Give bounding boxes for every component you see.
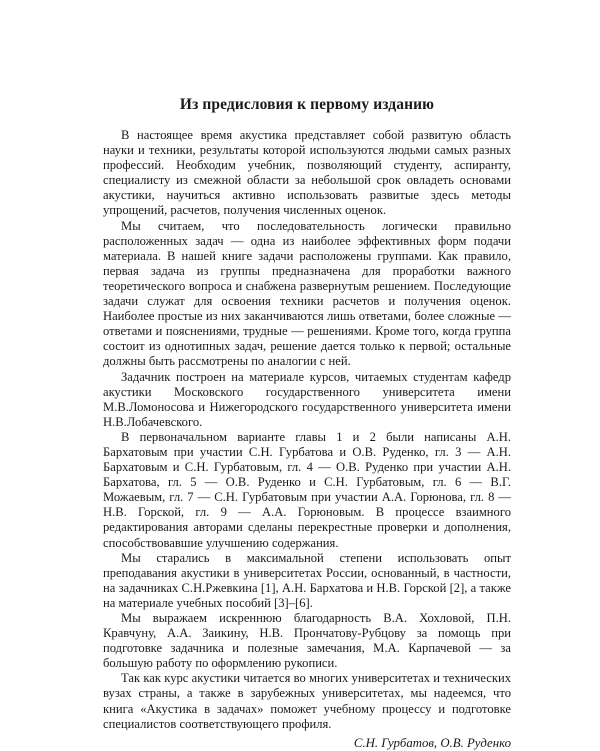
author-signature: С.Н. Гурбатов, О.В. Руденко <box>353 735 511 750</box>
paragraph-experience: Мы старались в максимальной степени использовать опыт преподавания акустики в университетах России, основанный, в частности, на задачниках С.Н.Ржевкина [1], А.Н. Бархатова и Н.В. Горской [2], а также на материале учебных пособий [3]–[6]. <box>103 550 511 610</box>
paragraph-courses: Задачник построен на материале курсов, читаемых студентам кафедр акустики Московского государственного университета имени М.В.Ломоносова и Нижегородского государственного университета имени Н.В.Лобачевского. <box>103 369 511 429</box>
section-title: Из предисловия к первому изданию <box>179 96 435 113</box>
paragraph-acknowledgements: Мы выражаем искреннюю благодарность В.А. Хохловой, П.Н. Кравчуну, А.А. Заикину, Н.В. Прончатову-Рубцову за помощь при подготовке задачника и полезные замечания, М.А. Карпачевой — за большую работу по оформлению рукописи. <box>103 611 511 671</box>
paragraph-authorship: В первоначальном варианте главы 1 и 2 были написаны А.Н. Бархатовым при участии С.Н. Гурбатова и О.В. Руденко, гл. 3 — А.Н. Бархатовым и С.Н. Гурбатовым, гл. 4 — О.В. Руденко при участии А.Н. Бархатова, гл. 5 — О.В. Руденко и С.Н. Гурбатовым, гл. 6 — В.Г. Можаевым, гл. 7 — С.Н. Гурбатовым при участии А.А. Горюнова, гл. 8 — Н.В. Горской, гл. 9 — А.А. Горюновым. В процессе взаимного редактирования авторами сделаны перекрестные проверки и дополнения, способствовавшие улучшению содержания. <box>103 429 511 550</box>
document-page <box>103 96 511 751</box>
paragraph-closing: Так как курс акустики читается во многих университетах и технических вузах страны, а также в зарубежных университетах, мы надеемся, что книга «Акустика в задачах» поможет учебному процессу и подготовке специалистов соответствующего профиля. <box>103 671 511 731</box>
paragraph-intro: В настоящее время акустика представляет собой развитую область науки и техники, результаты которой используются людьми самых разных профессий. Необходим учебник, позволяющий студенту, аспиранту, специалисту из смежной области за небольшой срок овладеть основами акустики, научиться активно использовать развитые здесь методы упрощений, расчетов, получения численных оценок. <box>103 128 511 218</box>
paragraph-method: Мы считаем, что последовательность логически правильно расположенных задач — одна из наиболее эффективных форм подачи материала. В нашей книге задачи расположены группами. Как правило, первая задача из группы предназначена для проработки важного теоретического вопроса и снабжена развернутым решением. Последующие задачи служат для освоения техники расчетов и получения оценок. Наиболее простые из них заканчиваются лишь ответами, более сложные — ответами и пояснениями, трудные — решениями. Кроме того, когда группа состоит из однотипных задач, решение дается только к первой; остальные должны быть рассмотрены по аналогии с ней. <box>103 218 511 369</box>
